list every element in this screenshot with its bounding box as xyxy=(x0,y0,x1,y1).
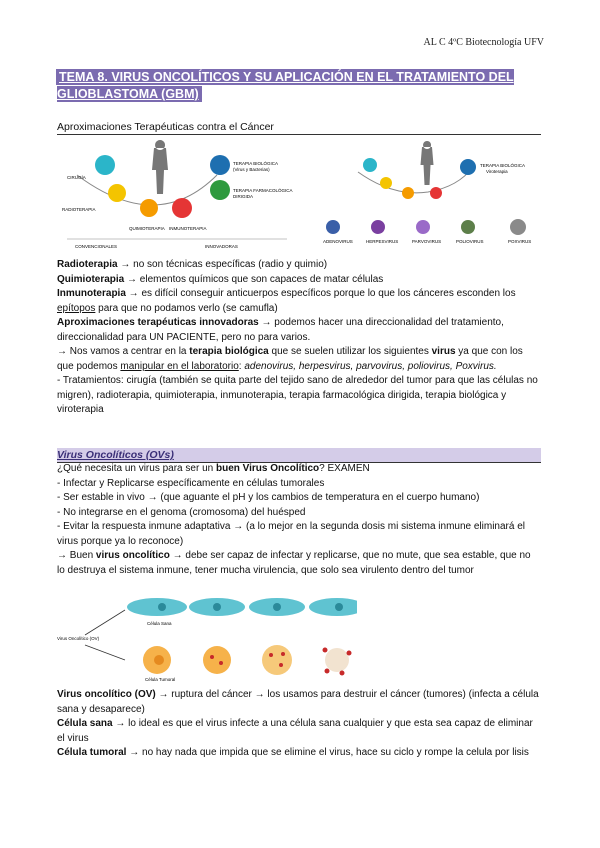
label-conventional: CONVENCIONALES xyxy=(75,244,118,249)
list-item: - No integrarse en el genoma (cromosoma) del huésped xyxy=(57,506,306,518)
therapies-diagram xyxy=(57,135,297,253)
def-oncolytic-virus: Virus oncolítico (OV) → ruptura del cáncer → los usamos para destruir el cáncer (tumores) (infecta a célula sana y desaparece) xyxy=(57,689,539,715)
patient-silhouette xyxy=(421,141,434,185)
label-targeted: TERAPIA FARMACOLÓGICA xyxy=(233,188,293,193)
label-biological: TERAPIA BIOLÓGICA xyxy=(233,161,279,166)
oncolytic-virus-diagram xyxy=(57,595,357,685)
label-oncolytic-virus: Virus Oncolítico (OV) xyxy=(57,636,100,641)
label-virotherapy: Viroterapia xyxy=(486,169,508,174)
biological-therapy-icon xyxy=(210,155,230,175)
line-biological: → Nos vamos a centrar en la terapia biológica que se suelen utilizar los siguientes virus ya que con los que podemos manipular en el laboratorio: adenovirus, herpesvirus, parvovirus, poliovirus, Poxvirus. xyxy=(57,346,523,372)
poliovirus-icon xyxy=(461,220,475,234)
label-biological: TERAPIA BIOLÓGICA xyxy=(480,163,526,168)
lysed-tumor-cell xyxy=(325,648,349,672)
label-targeted-sub: DIRIGIDA xyxy=(233,194,254,199)
page-title-text: TEMA 8. VIRUS ONCOLÍTICOS Y SU APLICACIÓN EN EL TRATAMIENTO DEL GLIOBLASTOMA (GBM) xyxy=(57,70,514,101)
label-parvovirus: PARVOVIRUS xyxy=(412,239,442,244)
chemotherapy-icon xyxy=(402,187,414,199)
def-healthy-cell: Célula sana → lo ideal es que el virus infecte a una célula sana cualquier y que esta sea capaz de eliminar el virus xyxy=(57,718,533,744)
course-header: AL C 4ºC Biotecnología UFV xyxy=(423,37,544,48)
definitions-text xyxy=(57,688,541,761)
label-adenovirus: ADENOVIRUS xyxy=(323,239,353,244)
healthy-cell xyxy=(309,598,357,616)
virotherapy-diagram xyxy=(318,137,540,247)
label-poxvirus: POXVIRUS xyxy=(508,239,532,244)
biological-therapy-icon xyxy=(460,159,476,175)
label-innovative: INNOVADORAS xyxy=(205,244,238,249)
patient-silhouette xyxy=(152,140,168,194)
list-item: - Infectar y Replicarse específicamente en células tumorales xyxy=(57,477,325,489)
tumor-cell xyxy=(262,645,292,675)
immunotherapy-icon xyxy=(430,187,442,199)
label-immunotherapy: INMUNOTERAPIA xyxy=(169,226,207,231)
list-item: - Ser estable in vivo → (que aguante el pH y los cambios de temperatura en el cuerpo humano) xyxy=(57,492,480,503)
section-heading-approaches: Aproximaciones Terapéuticas contra el Cáncer xyxy=(57,120,541,135)
herpesvirus-icon xyxy=(371,220,385,234)
line-innovative: Aproximaciones terapéuticas innovadoras → podemos hacer una direccionalidad del tratamiento, direccionalidad para UN PACIENTE, pero no para varios. xyxy=(57,317,504,343)
line-chemotherapy: Quimioterapia → elementos químicos que son capaces de matar células xyxy=(57,273,384,285)
radiation-icon xyxy=(108,184,126,202)
chemotherapy-icon xyxy=(140,199,158,217)
label-tumor-cell: Célula Tumoral xyxy=(145,677,176,682)
surgery-icon xyxy=(363,158,377,172)
healthy-cell xyxy=(127,598,187,616)
label-biological-sub: (Virus y Bacterias) xyxy=(233,167,270,172)
line-treatments: - Tratamientos: cirugía (también se quita parte del tejido sano de alrededor del tumor para que las células no migren), radioterapia, quimioterapia, inmunoterapia, terapia farmacológica dirigida, terapia biológica y viroterapia xyxy=(57,375,538,415)
list-item: - Evitar la respuesta inmune adaptativa → (a lo mejor en la segunda dosis mi sistema inmune eliminará el virus porque ya lo reconoce) xyxy=(57,521,526,547)
line-immunotherapy: Inmunoterapia → es difícil conseguir anticuerpos específicos porque lo que los cánceres esconden los epítopos para que no podamos verlo (se camufla) xyxy=(57,288,516,314)
line-radiotherapy: Radioterapia → no son técnicas específicas (radio y quimio) xyxy=(57,259,328,270)
therapy-arc xyxy=(358,167,473,193)
section2-text xyxy=(57,462,541,578)
label-poliovirus: POLIOVIRUS xyxy=(456,239,484,244)
label-radiotherapy: RADIOTERAPIA xyxy=(62,207,96,212)
radiation-icon xyxy=(380,177,392,189)
section1-text xyxy=(57,258,541,418)
targeted-therapy-icon xyxy=(210,180,230,200)
good-virus-line: → Buen virus oncolítico → debe ser capaz de infectar y replicarse, que no mute, que sea estable, que no lo destruya el sistema inmune, tener mucha virulencia, que solo sea virulento dentro del tumor xyxy=(57,550,531,576)
question-line: ¿Qué necesita un virus para ser un buen Virus Oncolítico? EXAMEN xyxy=(57,463,370,474)
def-tumor-cell: Célula tumoral → no hay nada que impida que se elimine el virus, hace su ciclo y rompe la celula por lisis xyxy=(57,747,529,758)
surgery-icon xyxy=(95,155,115,175)
label-herpesvirus: HERPESVIRUS xyxy=(366,239,399,244)
tumor-cell xyxy=(203,646,231,674)
immunotherapy-icon xyxy=(172,198,192,218)
parvovirus-icon xyxy=(416,220,430,234)
adenovirus-icon xyxy=(326,220,340,234)
label-chemotherapy: QUIMIOTERAPIA xyxy=(129,226,165,231)
label-surgery: CIRUGÍA xyxy=(67,175,86,180)
label-healthy-cell: Célula Sana xyxy=(147,621,172,626)
page-title xyxy=(57,69,537,103)
poxvirus-icon xyxy=(510,219,526,235)
section-heading-ovs: Virus Oncolíticos (OVs) xyxy=(57,448,541,463)
